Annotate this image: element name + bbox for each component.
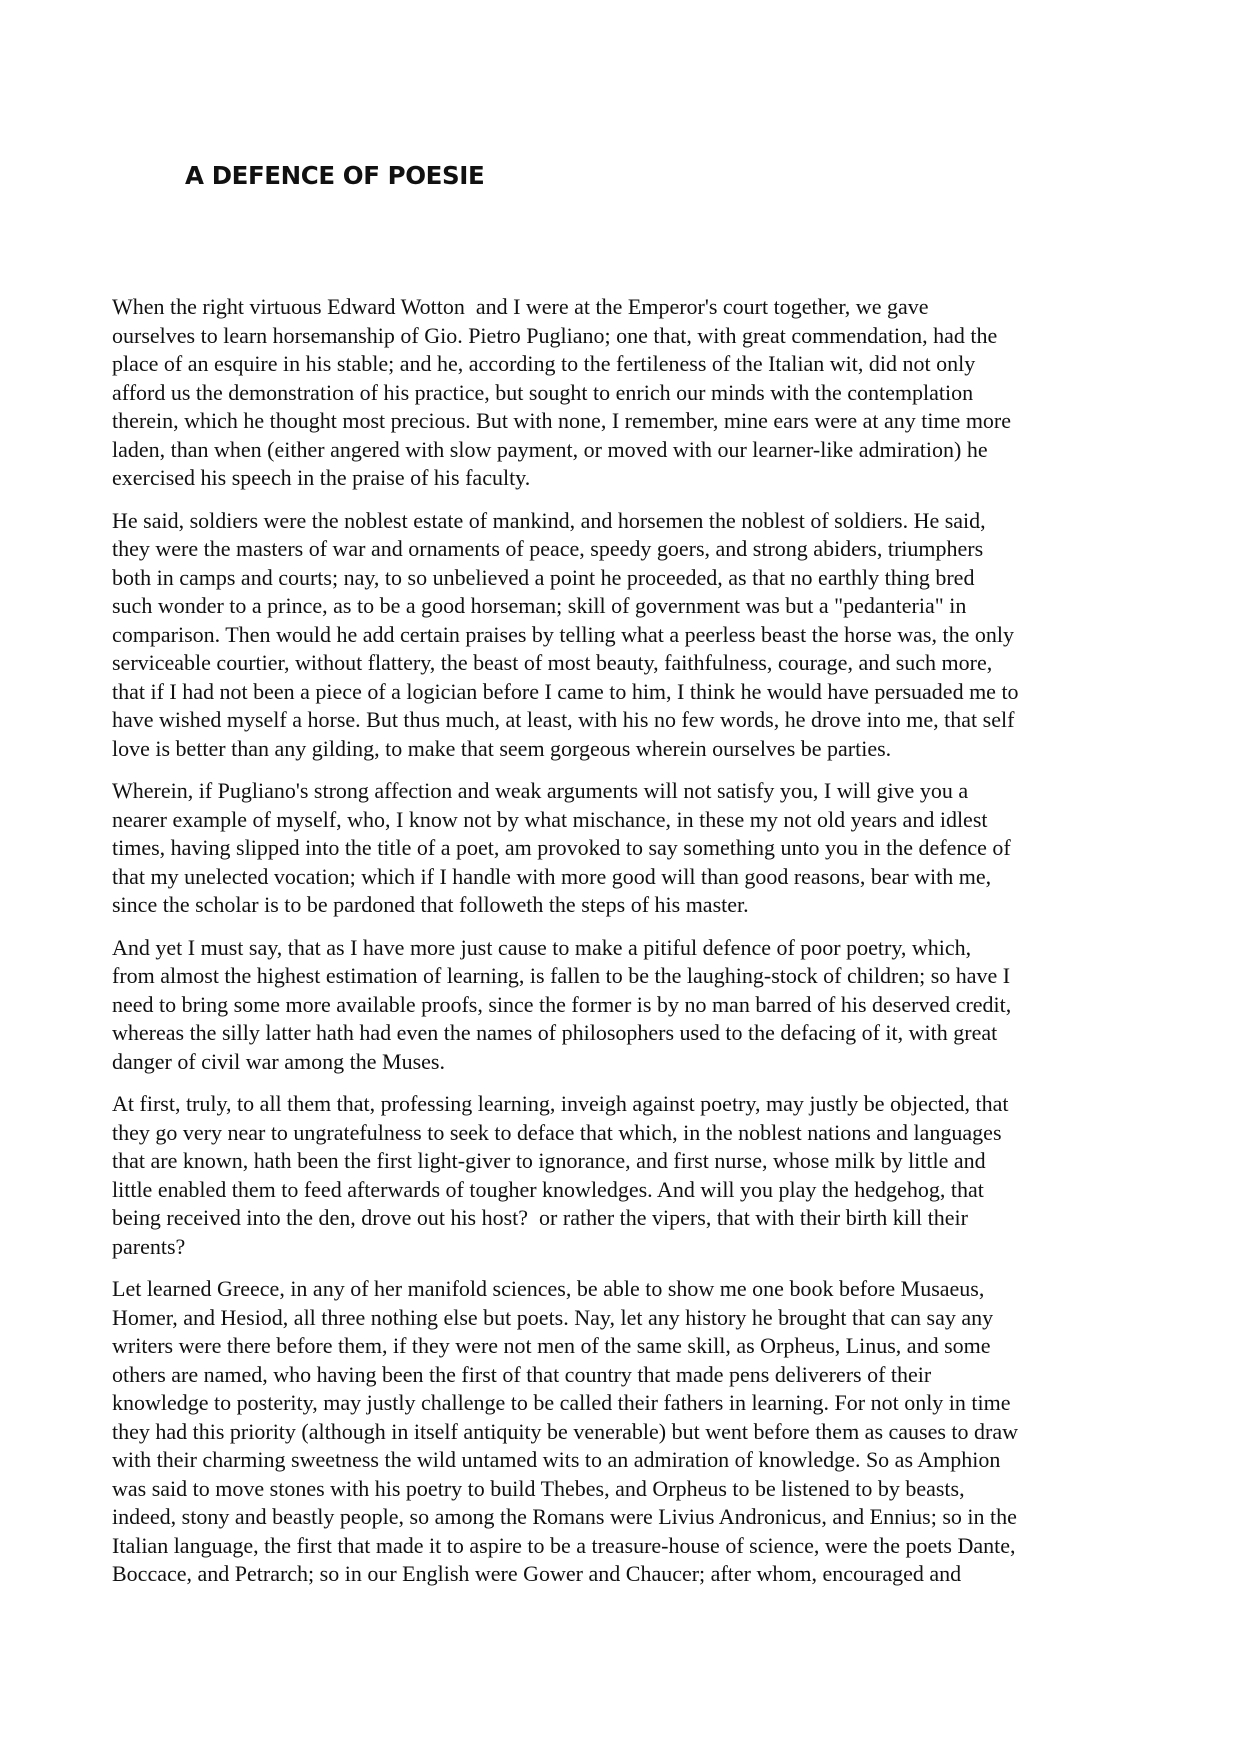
paragraph bbox=[112, 777, 1142, 920]
paragraph bbox=[112, 1275, 1142, 1589]
text-line: therein, which he thought most precious. But with none, I remember, mine ears were at any time more bbox=[112, 408, 1012, 433]
text-line: danger of civil war among the Muses. bbox=[112, 1048, 445, 1074]
text-line: Homer, and Hesiod, all three nothing else but poets. Nay, let any history he brought that can say any bbox=[112, 1304, 994, 1330]
text-line: ourselves to learn horsemanship of Gio. Pietro Pugliano; one that, with great commendation, had the bbox=[112, 322, 998, 348]
document-body bbox=[112, 293, 1142, 1603]
text-line: that if I had not been a piece of a logician before I came to him, I think he would have persuaded me to bbox=[112, 678, 1019, 704]
paragraph bbox=[112, 293, 1142, 493]
text-line: laden, than when (either angered with slow payment, or moved with our learner-like admiration) he bbox=[112, 436, 988, 462]
text-line: place of an esquire in his stable; and he, according to the fertileness of the Italian wit, did not only bbox=[112, 351, 976, 376]
text-line: that my unelected vocation; which if I handle with more good will than good reasons, bear with me, bbox=[112, 863, 992, 889]
text-line: indeed, stony and beastly people, so among the Romans were Livius Andronicus, and Ennius; so in the bbox=[112, 1504, 1017, 1529]
text-line: since the scholar is to be pardoned that followeth the steps of his master. bbox=[112, 892, 749, 917]
text-line: Boccace, and Petrarch; so in our English were Gower and Chaucer; after whom, encouraged and bbox=[112, 1561, 962, 1586]
text-line: they were the masters of war and ornaments of peace, speedy goers, and strong abiders, triumphers bbox=[112, 536, 984, 561]
text-line: they had this priority (although in itself antiquity be venerable) but went before them as causes to draw bbox=[112, 1418, 1019, 1444]
text-line: comparison. Then would he add certain praises by telling what a peerless beast the horse was, the only bbox=[112, 621, 1014, 647]
document-title: A DEFENCE OF POESIE bbox=[185, 161, 485, 190]
text-line: When the right virtuous Edward Wotton and I were at the Emperor's court together, we gave bbox=[112, 294, 929, 319]
text-line: love is better than any gilding, to make that seem gorgeous wherein ourselves be parties. bbox=[112, 735, 892, 761]
text-line: afford us the demonstration of his practice, but sought to enrich our minds with the contemplation bbox=[112, 379, 974, 405]
text-line: parents? bbox=[112, 1233, 186, 1259]
text-line: was said to move stones with his poetry to build Thebes, and Orpheus to be listened to by beasts, bbox=[112, 1475, 965, 1501]
text-line: have wished myself a horse. But thus much, at least, with his no few words, he drove into me, that self bbox=[112, 707, 1015, 732]
text-line: At first, truly, to all them that, professing learning, inveigh against poetry, may justly be objected, that bbox=[112, 1091, 1009, 1116]
paragraph bbox=[112, 934, 1142, 1077]
text-line: little enabled them to feed afterwards of tougher knowledges. And will you play the hedgehog, that bbox=[112, 1176, 984, 1202]
text-line: need to bring some more available proofs, since the former is by no man barred of his deserved credit, bbox=[112, 991, 1012, 1017]
paragraph bbox=[112, 1090, 1142, 1261]
text-line: nearer example of myself, who, I know not by what mischance, in these my not old years and idlest bbox=[112, 806, 988, 832]
text-line: with their charming sweetness the wild untamed wits to an admiration of knowledge. So as Amphion bbox=[112, 1447, 1001, 1472]
text-line: whereas the silly latter hath had even the names of philosophers used to the defacing of it, with great bbox=[112, 1020, 998, 1045]
paragraph bbox=[112, 507, 1142, 764]
text-line: And yet I must say, that as I have more just cause to make a pitiful defence of poor poetry, which, bbox=[112, 934, 972, 960]
text-line: Wherein, if Pugliano's strong affection and weak arguments will not satisfy you, I will give you a bbox=[112, 778, 969, 803]
text-line: times, having slipped into the title of a poet, am provoked to say something unto you in the defence of bbox=[112, 835, 1011, 860]
text-line: being received into the den, drove out his host? or rather the vipers, that with their birth kill their bbox=[112, 1205, 968, 1230]
text-line: both in camps and courts; nay, to so unbelieved a point he proceeded, as that no earthly thing bred bbox=[112, 564, 975, 590]
text-line: writers were there before them, if they were not men of the same skill, as Orpheus, Linus, and some bbox=[112, 1333, 991, 1358]
text-line: from almost the highest estimation of learning, is fallen to be the laughing-stock of children; so have I bbox=[112, 963, 1011, 988]
text-line: others are named, who having been the first of that country that made pens deliverers of their bbox=[112, 1361, 932, 1387]
text-line: knowledge to posterity, may justly challenge to be called their fathers in learning. For not only in time bbox=[112, 1390, 1011, 1415]
text-line: such wonder to a prince, as to be a good horseman; skill of government was but a "pedanteria" in bbox=[112, 593, 967, 618]
text-line: Let learned Greece, in any of her manifold sciences, be able to show me one book before Musaeus, bbox=[112, 1276, 985, 1301]
text-line: that are known, hath been the first light-giver to ignorance, and first nurse, whose milk by little and bbox=[112, 1148, 986, 1173]
text-line: He said, soldiers were the noblest estate of mankind, and horsemen the noblest of soldiers. He said, bbox=[112, 507, 986, 533]
text-line: Italian language, the first that made it to aspire to be a treasure-house of science, were the poets Dante, bbox=[112, 1532, 1016, 1558]
text-line: exercised his speech in the praise of his faculty. bbox=[112, 465, 531, 490]
text-line: serviceable courtier, without flattery, the beast of most beauty, faithfulness, courage, and such more, bbox=[112, 650, 993, 675]
text-line: they go very near to ungratefulness to seek to deface that which, in the noblest nations and languages bbox=[112, 1119, 1002, 1145]
